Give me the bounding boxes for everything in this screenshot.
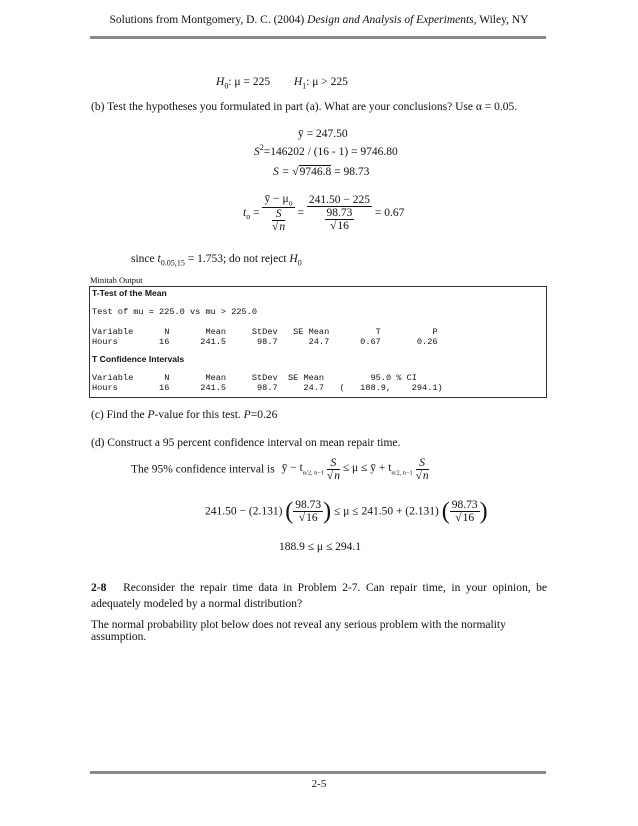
s-root: 9746.8 <box>299 166 332 178</box>
since-t-sub: 0.05,15 <box>160 258 185 268</box>
h1-label: H <box>293 76 303 88</box>
ttest-test-line: Test of mu = 225.0 vs mu > 225.0 <box>92 307 258 317</box>
t-result: = 0.67 <box>374 207 405 220</box>
t-den-s: S <box>272 208 285 221</box>
part-c-p: P <box>147 409 155 421</box>
t0-sub: o <box>246 212 251 222</box>
h0-label: H <box>216 76 225 88</box>
t-frac-numeric: $\frac{241.50 - 225}{\frac{98.73}{√16}}$ <box>308 194 371 233</box>
part-c-text2: -value for this test. <box>154 409 244 421</box>
t-den-numeric-s: 98.73 <box>326 207 353 220</box>
t-num-symbolic: ȳ − μ <box>264 193 289 205</box>
ci-s-left: S <box>327 457 340 470</box>
ci-num-left: 241.50 − (2.131) <box>205 505 283 518</box>
part-b-question: (b) Test the hypotheses you formulated in part (a). What are your conclusions? Use α = 0.05. <box>91 101 518 113</box>
part-d-question: (d) Construct a 95 percent confidence interval on mean repair time. <box>91 437 401 449</box>
s-result: = 98.73 <box>331 166 370 178</box>
h0-sub: 0 <box>224 81 229 91</box>
t-den-n: n <box>279 221 286 234</box>
ttest-header-row: Variable N Mean StDev SE Mean T P <box>92 327 438 337</box>
ci-num-frac-bot-right: 16 <box>462 512 475 524</box>
ci-num-frac-bot-left: 16 <box>306 512 318 524</box>
problem-number: 2-8 <box>91 582 107 594</box>
part-c-p2: P <box>243 409 251 421</box>
t-den-numeric-n: 16 <box>337 220 349 233</box>
std-dev-equation: S = √9746.8 = 98.73 <box>273 166 370 178</box>
ci-s-right: S <box>416 457 429 470</box>
ci-n-right: n <box>422 470 429 482</box>
since-h: H <box>289 253 298 265</box>
footer-rule <box>90 771 546 774</box>
ci-sub-left: α/2, n−1 <box>302 469 325 477</box>
ybar-equation: ȳ = 247.50 <box>298 128 348 140</box>
h1-sub: 1 <box>302 81 307 91</box>
ci-lhs: ȳ − t <box>281 462 303 475</box>
problem-2-8-answer: The normal probability plot below does not reveal any serious problem with the normality assumption. <box>91 619 506 643</box>
page-number: 2-5 <box>311 778 327 790</box>
since-t: t <box>157 253 161 265</box>
ci-formula: The 95% confidence interval is ȳ − $t_{\alpha/2, n-1}$ $\frac{S}{√n}$ ≤ μ ≤ ȳ + $t_{\alpha/2, n-1}$ $\frac{S}{√n}$ <box>131 457 429 482</box>
hypotheses-line <box>216 76 348 90</box>
since-h-sub: 0 <box>297 258 302 268</box>
ci-header-row: Variable N Mean StDev SE Mean 95.0 % CI <box>92 373 417 383</box>
ci-intro: The 95% confidence interval is <box>131 463 275 476</box>
t-statistic-equation: $t_o$ = $\frac{ȳ - \mu_o}{\frac{S}{√n}}$ = $\frac{241.50 - 225}{\frac{98.73}{√16}}$ = 0.67 <box>243 193 405 234</box>
problem-text: Reconsider the repair time data in Problem 2-7. Can repair time, in your opinion, be adequately modeled by a normal distribution? <box>91 582 547 610</box>
ci-numeric-formula: 241.50 − (2.131) ( $\frac{98.73}{√16}$ ) ≤ μ ≤ 241.50 + (2.131) ( $\frac{98.73}{√16}$ ) <box>205 498 488 525</box>
running-header <box>0 14 638 26</box>
ci-num-right: ≤ μ ≤ 241.50 + (2.131) <box>334 505 439 518</box>
variance-equation: $S^2=146202 / (16 - 1) = 9746.80$ <box>254 143 398 158</box>
part-c-question <box>91 409 277 421</box>
ci-title: T Confidence Intervals <box>92 354 185 364</box>
h1-expr: : μ > 225 <box>306 76 348 88</box>
h0-expr: : μ = 225 <box>228 76 271 88</box>
since-rest: = 1.753; do not reject <box>184 253 290 265</box>
t-num-numeric: 241.50 − 225 <box>308 194 371 207</box>
minitab-label: Minitab Output <box>90 275 143 285</box>
t0-label: t <box>243 206 247 219</box>
header-suffix: , Wiley, NY <box>473 14 529 26</box>
since-statement <box>131 253 302 267</box>
ci-sub-right: α/2, n−1 <box>391 469 413 477</box>
ci-num-frac-top-right: 98.73 <box>451 499 478 511</box>
ttest-title: T-Test of the Mean <box>92 288 167 298</box>
ci-final-result: 188.9 ≤ μ ≤ 294.1 <box>279 541 362 553</box>
part-c-text: (c) Find the <box>91 409 148 421</box>
variance-value: =146202 / (16 - 1) = 9746.80 <box>263 145 398 158</box>
ci-mid: ≤ μ ≤ ȳ + t <box>342 462 392 475</box>
ttest-data-row: Hours 16 241.5 98.7 24.7 0.67 0.26 <box>92 337 438 347</box>
header-book-title: Design and Analysis of Experiments <box>307 14 474 26</box>
header-rule <box>90 36 546 39</box>
ci-num-frac-top-left: 98.73 <box>295 499 322 511</box>
ci-data-row: Hours 16 241.5 98.7 24.7 ( 188.9, 294.1) <box>92 383 443 393</box>
ci-n-left: n <box>334 470 340 482</box>
since-text: since <box>131 253 158 265</box>
part-c-result: =0.26 <box>250 409 278 421</box>
s-label: S = <box>273 166 293 178</box>
t-frac-symbolic: $\frac{ȳ - \mu_o}{\frac{S}{√n}}$ <box>264 193 293 234</box>
t-num-sub: o <box>288 198 293 208</box>
header-prefix: Solutions from Montgomery, D. C. (2004) <box>109 14 308 26</box>
problem-2-8 <box>91 580 547 612</box>
